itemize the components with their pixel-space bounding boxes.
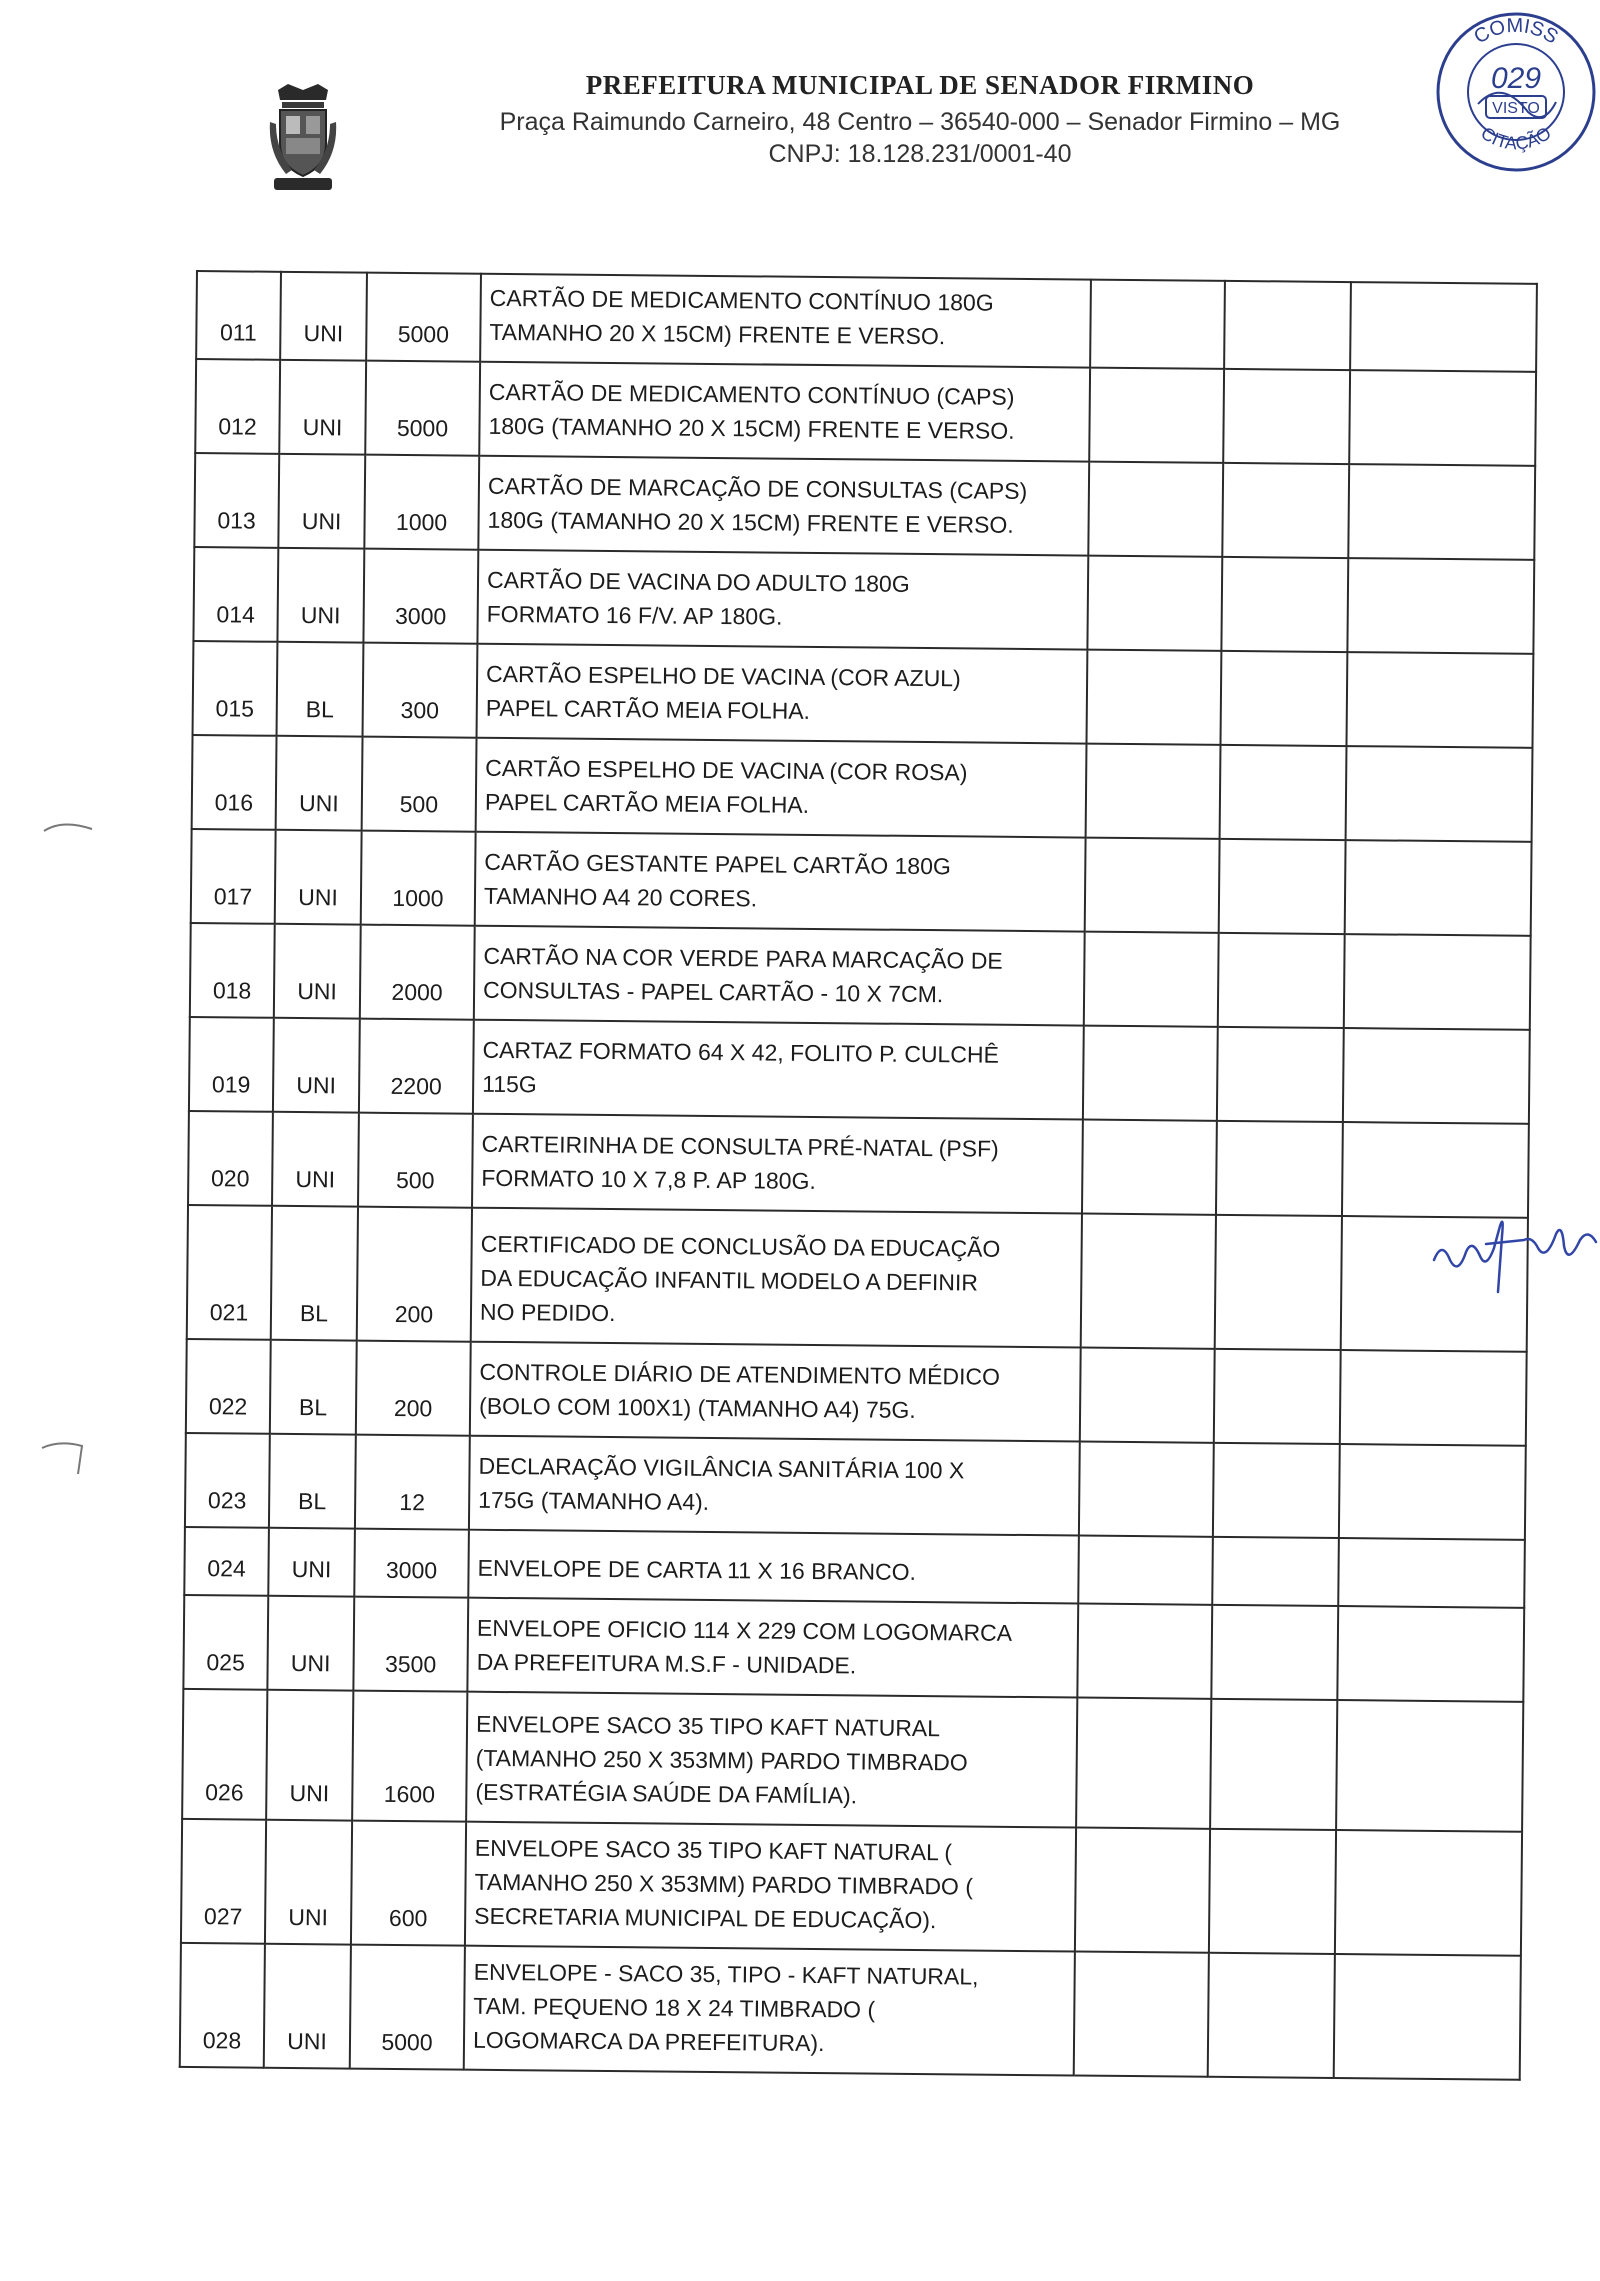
item-number: 022	[186, 1339, 271, 1434]
item-unit: UNI	[280, 272, 367, 361]
item-description	[472, 1114, 1083, 1214]
table-row	[194, 453, 1535, 560]
item-description-line: ENVELOPE SACO 35 TIPO KAFT NATURAL (	[474, 1834, 953, 1866]
coat-of-arms-icon	[268, 82, 338, 194]
item-number: 021	[187, 1205, 272, 1340]
item-number: 013	[194, 453, 279, 548]
empty-cell	[1344, 934, 1531, 1030]
empty-cell	[1346, 746, 1533, 842]
item-number: 012	[195, 359, 280, 454]
item-description-line: CARTÃO ESPELHO DE VACINA (COR ROSA)	[485, 754, 968, 786]
empty-cell	[1089, 368, 1224, 463]
item-unit: UNI	[279, 360, 366, 455]
empty-cell	[1348, 464, 1535, 560]
item-description	[476, 738, 1087, 838]
item-description	[474, 926, 1085, 1026]
page-title: PREFEITURA MUNICIPAL DE SENADOR FIRMINO	[585, 70, 1255, 100]
item-description	[478, 456, 1089, 556]
empty-cell	[1335, 1830, 1522, 1956]
empty-cell	[1218, 933, 1345, 1028]
empty-cell	[1078, 1536, 1213, 1605]
item-description-line: TAMANHO 20 X 15CM) FRENTE E VERSO.	[489, 318, 946, 350]
empty-cell	[1220, 651, 1347, 746]
item-quantity: 200	[356, 1341, 471, 1436]
item-description-line: CARTÃO DE MEDICAMENTO CONTÍNUO 180G	[489, 284, 994, 316]
margin-mark	[38, 1438, 94, 1478]
item-description	[466, 1692, 1077, 1828]
item-description	[468, 1530, 1079, 1604]
item-description	[464, 1946, 1075, 2076]
item-description	[477, 644, 1088, 744]
item-number: 014	[193, 547, 278, 642]
empty-cell	[1339, 1444, 1526, 1540]
item-description-line: 115G	[482, 1070, 537, 1098]
empty-cell	[1075, 1828, 1210, 1953]
item-quantity: 5000	[365, 361, 480, 456]
item-quantity: 2000	[360, 925, 475, 1020]
empty-cell	[1084, 932, 1219, 1027]
empty-cell	[1090, 280, 1225, 369]
item-unit: BL	[277, 642, 364, 737]
stamp-visto: VISTO	[1492, 100, 1540, 117]
table-row	[185, 1433, 1526, 1540]
item-description-line: ENVELOPE - SACO 35, TIPO - KAFT NATURAL,	[473, 1958, 979, 1990]
item-description-line: DA PREFEITURA M.S.F - UNIDADE.	[476, 1648, 857, 1679]
item-unit: BL	[269, 1434, 356, 1529]
empty-cell	[1221, 557, 1348, 652]
item-description-line: TAM. PEQUENO 18 X 24 TIMBRADO (	[473, 1992, 876, 2023]
item-description-line: 175G (TAMANHO A4).	[478, 1486, 710, 1515]
table-row	[195, 359, 1536, 466]
empty-cell	[1224, 281, 1351, 370]
table-row	[183, 1595, 1524, 1702]
item-quantity: 500	[358, 1113, 473, 1208]
item-unit: UNI	[265, 1820, 352, 1945]
address-line: Praça Raimundo Carneiro, 48 Centro – 36540-000 – Senador Firmino – MG	[499, 108, 1341, 136]
item-description	[470, 1342, 1081, 1442]
table-row	[192, 735, 1533, 842]
table-row	[196, 271, 1537, 372]
item-description-line: LOGOMARCA DA PREFEITURA).	[472, 2026, 825, 2057]
item-unit: UNI	[267, 1596, 354, 1691]
item-unit: UNI	[276, 736, 363, 831]
item-quantity: 1000	[361, 831, 476, 926]
handwritten-signature	[1428, 1196, 1600, 1306]
item-unit: UNI	[273, 1018, 360, 1113]
item-description	[473, 1020, 1084, 1120]
empty-cell	[1220, 745, 1347, 840]
item-unit: UNI	[275, 830, 362, 925]
empty-cell	[1336, 1700, 1523, 1832]
item-unit: UNI	[268, 1528, 355, 1597]
item-unit: UNI	[278, 454, 365, 549]
item-description-line: ENVELOPE OFICIO 114 X 229 COM LOGOMARCA	[476, 1614, 1013, 1646]
item-quantity: 1600	[352, 1691, 467, 1822]
item-description-line: CARTÃO DE VACINA DO ADULTO 180G	[486, 566, 910, 597]
item-description-line: TAMANHO A4 20 CORES.	[483, 882, 758, 912]
empty-cell	[1083, 1026, 1218, 1121]
table-row	[184, 1527, 1525, 1608]
item-unit: UNI	[266, 1690, 353, 1821]
empty-cell	[1088, 462, 1223, 557]
item-unit: BL	[271, 1206, 358, 1341]
table-row	[188, 1111, 1529, 1218]
item-unit: UNI	[264, 1944, 351, 2069]
empty-cell	[1223, 369, 1350, 464]
table-row	[191, 829, 1532, 936]
item-description	[465, 1822, 1076, 1952]
item-unit: BL	[270, 1340, 357, 1435]
empty-cell	[1222, 463, 1349, 558]
item-quantity: 2200	[359, 1019, 474, 1114]
item-description-line: ENVELOPE DE CARTA 11 X 16 BRANCO.	[477, 1554, 917, 1585]
table-row	[180, 1943, 1521, 2080]
item-number: 027	[181, 1819, 266, 1944]
item-quantity: 5000	[350, 1945, 465, 2070]
item-description-line: CARTÃO DE MARCAÇÃO DE CONSULTAS (CAPS)	[487, 472, 1028, 504]
item-description-line: CARTEIRINHA DE CONSULTA PRÉ-NATAL (PSF)	[481, 1130, 999, 1162]
item-description	[479, 362, 1090, 462]
margin-mark	[40, 815, 100, 837]
empty-cell	[1340, 1350, 1527, 1446]
item-description	[469, 1436, 1080, 1536]
item-quantity: 300	[363, 643, 478, 738]
table-row	[193, 547, 1534, 654]
empty-cell	[1214, 1349, 1341, 1444]
empty-cell	[1217, 1027, 1344, 1122]
item-description	[477, 550, 1088, 650]
item-description-line: (ESTRATÉGIA SAÚDE DA FAMÍLIA).	[475, 1778, 858, 1809]
stamp-number: 029	[1490, 62, 1542, 95]
item-quantity: 1000	[364, 455, 479, 550]
empty-cell	[1346, 652, 1533, 748]
empty-cell	[1085, 838, 1220, 933]
empty-cell	[1209, 1829, 1336, 1954]
item-description-line: 180G (TAMANHO 20 X 15CM) FRENTE E VERSO.	[487, 506, 1014, 538]
empty-cell	[1210, 1699, 1337, 1830]
table-row	[190, 923, 1531, 1030]
empty-cell	[1082, 1120, 1217, 1215]
empty-cell	[1077, 1604, 1212, 1699]
item-description-line: NO PEDIDO.	[479, 1298, 616, 1327]
item-quantity: 3000	[354, 1529, 469, 1598]
item-quantity: 5000	[366, 273, 481, 362]
empty-cell	[1219, 839, 1346, 934]
item-description-line: DECLARAÇÃO VIGILÂNCIA SANITÁRIA 100 X	[478, 1452, 965, 1484]
empty-cell	[1086, 744, 1221, 839]
item-description-line: CARTAZ FORMATO 64 X 42, FOLITO P. CULCHÊ	[482, 1036, 999, 1068]
empty-cell	[1086, 650, 1221, 745]
item-unit: UNI	[277, 548, 364, 643]
empty-cell	[1080, 1348, 1215, 1443]
item-description-line: TAMANHO 250 X 353MM) PARDO TIMBRADO (	[474, 1868, 974, 1900]
item-number: 015	[193, 641, 278, 736]
empty-cell	[1211, 1605, 1338, 1700]
commission-stamp	[1432, 8, 1600, 176]
empty-cell	[1215, 1215, 1342, 1350]
empty-cell	[1338, 1538, 1525, 1608]
item-number: 016	[192, 735, 277, 830]
item-description-line: DA EDUCAÇÃO INFANTIL MODELO A DEFINIR	[480, 1264, 979, 1296]
item-description-line: CARTÃO NA COR VERDE PARA MARCAÇÃO DE	[483, 942, 1003, 974]
empty-cell	[1213, 1443, 1340, 1538]
empty-cell	[1334, 1954, 1521, 2080]
empty-cell	[1074, 1952, 1209, 2077]
item-description-line: CONSULTAS - PAPEL CARTÃO - 10 X 7CM.	[482, 976, 944, 1008]
item-quantity: 3500	[353, 1597, 468, 1692]
item-description-line: CARTÃO ESPELHO DE VACINA (COR AZUL)	[486, 660, 961, 692]
items-table	[179, 270, 1538, 2081]
item-quantity: 200	[357, 1207, 472, 1342]
item-description-line: PAPEL CARTÃO MEIA FOLHA.	[484, 788, 810, 818]
empty-cell	[1337, 1606, 1524, 1702]
item-description-line: FORMATO 10 X 7,8 P. AP 180G.	[481, 1164, 816, 1194]
table-row	[182, 1689, 1523, 1832]
cnpj-line: CNPJ: 18.128.231/0001-40	[768, 140, 1072, 168]
item-description-line: FORMATO 16 F/V. AP 180G.	[486, 600, 783, 630]
empty-cell	[1081, 1214, 1216, 1349]
empty-cell	[1345, 840, 1532, 936]
item-number: 026	[182, 1689, 267, 1820]
item-unit: UNI	[274, 924, 361, 1019]
item-description-line: CARTÃO GESTANTE PAPEL CARTÃO 180G	[484, 848, 951, 880]
item-description-line: SECRETARIA MUNICIPAL DE EDUCAÇÃO).	[474, 1902, 937, 1934]
item-number: 019	[189, 1017, 274, 1112]
item-number: 011	[196, 271, 281, 360]
item-description	[475, 832, 1086, 932]
empty-cell	[1087, 556, 1222, 651]
empty-cell	[1347, 558, 1534, 654]
item-number: 020	[188, 1111, 273, 1206]
item-description-line: CONTROLE DIÁRIO DE ATENDIMENTO MÉDICO	[479, 1358, 1001, 1390]
item-unit: UNI	[272, 1112, 359, 1207]
item-quantity: 500	[362, 737, 477, 832]
table-row	[189, 1017, 1530, 1124]
item-description-line: ENVELOPE SACO 35 TIPO KAFT NATURAL	[475, 1710, 941, 1742]
table-row	[181, 1819, 1522, 1956]
empty-cell	[1216, 1121, 1343, 1216]
item-description-line: 180G (TAMANHO 20 X 15CM) FRENTE E VERSO.	[488, 412, 1015, 444]
item-quantity: 12	[355, 1435, 470, 1530]
item-number: 023	[185, 1433, 270, 1528]
empty-cell	[1212, 1537, 1339, 1606]
item-quantity: 3000	[363, 549, 478, 644]
item-quantity: 600	[351, 1821, 466, 1946]
item-description	[467, 1598, 1078, 1698]
item-number: 017	[191, 829, 276, 924]
item-description-line: (TAMANHO 250 X 353MM) PARDO TIMBRADO	[475, 1744, 968, 1776]
stamp-top-text: COMISS	[1470, 14, 1562, 49]
empty-cell	[1076, 1698, 1211, 1829]
item-description-line: PAPEL CARTÃO MEIA FOLHA.	[485, 694, 811, 724]
letterhead	[0, 0, 1600, 260]
item-description-line: CARTÃO DE MEDICAMENTO CONTÍNUO (CAPS)	[488, 378, 1015, 410]
table-row	[186, 1339, 1527, 1446]
empty-cell	[1208, 1953, 1335, 2078]
table-row	[187, 1205, 1528, 1352]
item-description-line: CERTIFICADO DE CONCLUSÃO DA EDUCAÇÃO	[480, 1230, 1001, 1262]
item-number: 028	[180, 1943, 265, 2068]
item-description	[480, 274, 1091, 368]
item-number: 018	[190, 923, 275, 1018]
empty-cell	[1343, 1028, 1530, 1124]
item-description	[471, 1208, 1082, 1348]
item-description-line: (BOLO COM 100X1) (TAMANHO A4) 75G.	[478, 1392, 916, 1423]
item-number: 025	[183, 1595, 268, 1690]
table-row	[193, 641, 1534, 748]
empty-cell	[1079, 1442, 1214, 1537]
stamp-bottom-text: CITAÇÃO	[1477, 122, 1555, 154]
empty-cell	[1350, 282, 1537, 372]
empty-cell	[1349, 370, 1536, 466]
item-number: 024	[184, 1527, 269, 1596]
